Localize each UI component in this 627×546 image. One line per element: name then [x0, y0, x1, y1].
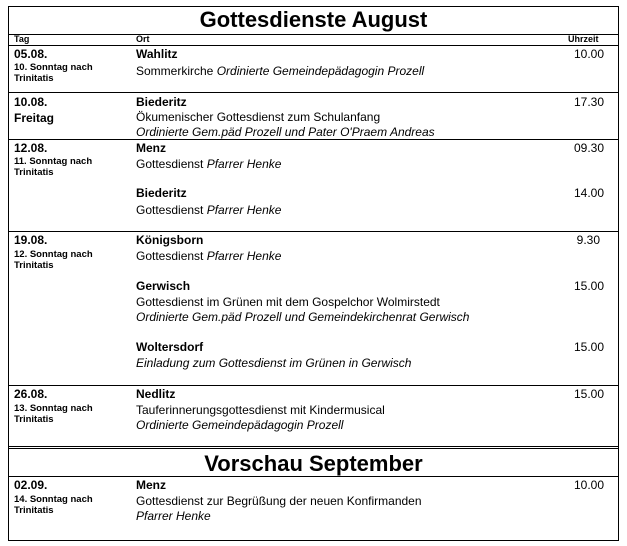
divider: [8, 92, 619, 93]
row-time: 10.00: [573, 478, 604, 492]
row-sub-line-2: Trinitatis: [14, 414, 54, 425]
row-time: 17.30: [573, 95, 604, 109]
row-sub-line-1: 14. Sonntag nach: [14, 494, 93, 505]
row-desc-line: Gottesdienst Pfarrer Henke: [136, 203, 282, 217]
row-desc-line: Ökumenischer Gottesdienst zum Schulanfang: [136, 110, 381, 124]
row-desc-line: Gottesdienst zur Begrüßung der neuen Konfirmanden: [136, 494, 422, 508]
row-weekday: Freitag: [14, 111, 55, 125]
row-place: Menz: [136, 141, 166, 155]
row-desc-line: Ordinierte Gem.päd Prozell und Pater O'Praem Andreas: [136, 125, 435, 139]
row-desc-line: Tauferinnerungsgottesdienst mit Kindermusical: [136, 403, 385, 417]
row-place: Biederitz: [136, 186, 187, 200]
row-sub-line-2: Trinitatis: [14, 73, 54, 84]
row-place: Königsborn: [136, 233, 204, 247]
header-ort: Ort: [136, 34, 150, 44]
divider: [8, 446, 619, 449]
row-sub-line-1: 13. Sonntag nach: [14, 403, 93, 414]
row-desc-line: Ordinierte Gemeindepädagogin Prozell: [136, 418, 344, 432]
row-time: 10.00: [573, 47, 604, 61]
row-time: 15.00: [573, 340, 604, 354]
row-place: Woltersdorf: [136, 340, 204, 354]
header-uhrzeit: Uhrzeit: [568, 34, 599, 44]
row-date: 05.08.: [14, 47, 48, 61]
row-place: Wahlitz: [136, 47, 178, 61]
row-time: 15.00: [573, 387, 604, 401]
row-sub-line-2: Trinitatis: [14, 167, 54, 178]
row-desc-line: Gottesdienst Pfarrer Henke: [136, 249, 282, 263]
row-place: Menz: [136, 478, 166, 492]
row-date: 12.08.: [14, 141, 48, 155]
row-date: 02.09.: [14, 478, 48, 492]
row-desc-line: Sommerkirche Ordinierte Gemeindepädagogin Prozell: [136, 64, 425, 78]
divider: [8, 139, 619, 140]
row-time: 14.00: [573, 186, 604, 200]
row-desc-line: Gottesdienst im Grünen mit dem Gospelchor Wolmirstedt: [136, 295, 440, 309]
divider: [8, 45, 619, 46]
row-desc-line: Pfarrer Henke: [136, 509, 211, 523]
row-date: 19.08.: [14, 233, 48, 247]
row-sub-line-1: 12. Sonntag nach: [14, 249, 93, 260]
row-time: 9.30: [576, 233, 600, 247]
row-desc-line: Gottesdienst Pfarrer Henke: [136, 157, 282, 171]
row-time: 09.30: [573, 141, 604, 155]
divider: [8, 476, 619, 477]
divider: [8, 231, 619, 232]
row-date: 26.08.: [14, 387, 48, 401]
row-desc-line: Ordinierte Gem.päd Prozell und Gemeindekirchenrat Gerwisch: [136, 310, 470, 324]
preview-title: Vorschau September: [204, 451, 423, 476]
row-place: Biederitz: [136, 95, 187, 109]
divider: [8, 385, 619, 386]
row-time: 15.00: [573, 279, 604, 293]
row-sub-line-1: 10. Sonntag nach: [14, 62, 93, 73]
row-sub-line-2: Trinitatis: [14, 260, 54, 271]
row-sub-line-1: 11. Sonntag nach: [14, 156, 93, 167]
row-desc-line: Einladung zum Gottesdienst im Grünen in Gerwisch: [136, 356, 412, 370]
header-tag: Tag: [14, 34, 30, 44]
divider: [8, 34, 619, 35]
row-date: 10.08.: [14, 95, 48, 109]
page-title: Gottesdienste August: [199, 7, 428, 32]
row-place: Nedlitz: [136, 387, 176, 401]
row-place: Gerwisch: [136, 279, 191, 293]
row-sub-line-2: Trinitatis: [14, 505, 54, 516]
